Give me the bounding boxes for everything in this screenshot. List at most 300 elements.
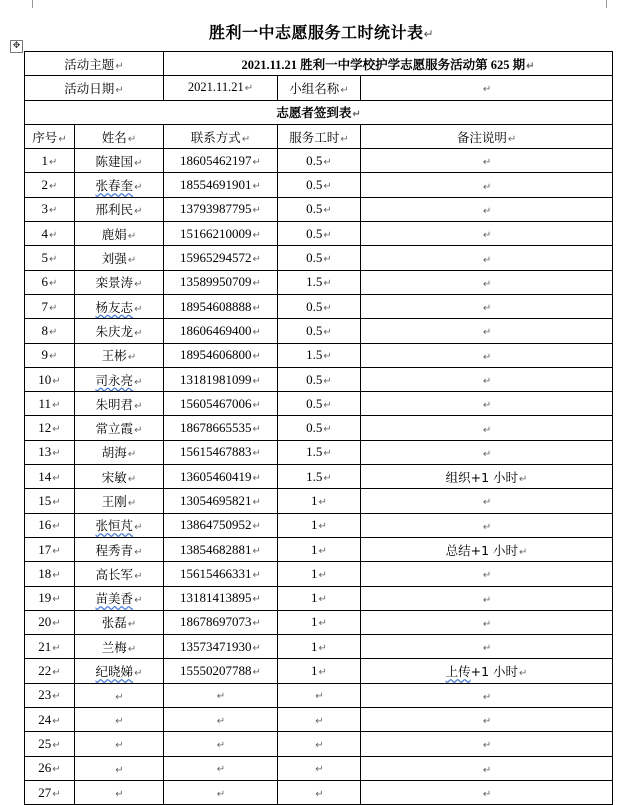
- title-text: 胜利一中志愿服务工时统计表: [208, 23, 424, 42]
- volunteer-name-text: 王彬: [101, 348, 127, 364]
- volunteer-name-text: 司永亮: [95, 372, 134, 388]
- note-cell[interactable]: [361, 416, 613, 440]
- row-number[interactable]: [25, 416, 75, 440]
- volunteer-table: [24, 51, 613, 805]
- phone-number-text: 13573471930: [180, 638, 252, 654]
- volunteer-name[interactable]: [75, 780, 164, 804]
- note-cell[interactable]: [361, 319, 613, 343]
- note-cell-text: 总结+1 小时: [445, 542, 519, 558]
- paragraph-mark-icon: ↵: [134, 279, 143, 291]
- volunteer-name[interactable]: [75, 343, 164, 367]
- note-cell[interactable]: [361, 367, 613, 391]
- note-cell[interactable]: [361, 562, 613, 586]
- service-hours[interactable]: [278, 780, 361, 804]
- service-hours[interactable]: [278, 222, 361, 246]
- phone-number-text: 13181981099: [180, 371, 252, 387]
- row-number-text: 25: [38, 735, 52, 751]
- phone-number[interactable]: [164, 756, 278, 780]
- phone-number-text: 13854682881: [180, 541, 252, 557]
- paragraph-mark-icon: ↵: [52, 472, 61, 484]
- paragraph-mark-icon: ↵: [52, 788, 61, 800]
- phone-number[interactable]: [164, 586, 278, 610]
- paragraph-mark-icon: ↵: [323, 472, 332, 484]
- volunteer-name[interactable]: [75, 732, 164, 756]
- service-hours-text: 0.5: [306, 152, 323, 168]
- paragraph-mark-icon: ↵: [482, 716, 492, 728]
- note-cell[interactable]: [361, 246, 613, 270]
- paragraph-mark-icon: ↵: [482, 448, 492, 460]
- row-number[interactable]: [25, 756, 75, 780]
- service-hours-text: 0.5: [306, 395, 323, 411]
- note-cell[interactable]: [361, 294, 613, 318]
- table-row: [25, 586, 613, 610]
- volunteer-name[interactable]: [75, 367, 164, 391]
- phone-number[interactable]: [164, 173, 278, 197]
- row-number-text: 1: [41, 152, 49, 168]
- paragraph-mark-icon: ↵: [134, 668, 143, 680]
- paragraph-mark-icon: ↵: [252, 278, 261, 290]
- service-hours[interactable]: [278, 416, 361, 440]
- phone-number[interactable]: [164, 367, 278, 391]
- table-move-handle-icon[interactable]: ✥: [10, 40, 23, 53]
- phone-number[interactable]: [164, 319, 278, 343]
- paragraph-mark-icon: ↵: [127, 473, 137, 485]
- paragraph-mark-icon: ↵: [482, 789, 492, 801]
- row-number[interactable]: [25, 635, 75, 659]
- service-hours[interactable]: [278, 489, 361, 513]
- service-hours[interactable]: [278, 586, 361, 610]
- date-value[interactable]: 2021.11.21↵: [164, 76, 278, 100]
- row-number-text: 11: [38, 395, 52, 411]
- phone-number-text: 13605460419: [180, 468, 252, 484]
- service-hours-text: 1: [311, 638, 318, 654]
- page-corner-mark-right: [606, 0, 615, 8]
- note-cell[interactable]: [361, 537, 613, 561]
- paragraph-mark-icon: ↵: [252, 229, 261, 241]
- volunteer-name-text: 杨友志: [95, 299, 134, 315]
- service-hours[interactable]: [278, 270, 361, 294]
- paragraph-mark-icon: ↵: [482, 205, 492, 217]
- phone-number[interactable]: [164, 440, 278, 464]
- phone-number-text: 13864750952: [180, 517, 252, 533]
- note-cell[interactable]: [361, 732, 613, 756]
- paragraph-mark-icon: ↵: [52, 545, 61, 557]
- paragraph-mark-icon: ↵: [49, 326, 58, 338]
- volunteer-name[interactable]: [75, 586, 164, 610]
- row-number[interactable]: [25, 562, 75, 586]
- note-cell[interactable]: [361, 513, 613, 537]
- column-header-row: [25, 124, 613, 148]
- phone-number[interactable]: [164, 149, 278, 173]
- row-number[interactable]: [25, 537, 75, 561]
- service-hours[interactable]: [278, 392, 361, 416]
- row-number[interactable]: [25, 319, 75, 343]
- paragraph-mark-icon: ↵: [127, 643, 137, 655]
- row-number[interactable]: [25, 732, 75, 756]
- paragraph-mark-icon: ↵: [323, 229, 332, 241]
- volunteer-name[interactable]: [75, 756, 164, 780]
- volunteer-name[interactable]: [75, 319, 164, 343]
- volunteer-name[interactable]: [75, 513, 164, 537]
- phone-number[interactable]: [164, 513, 278, 537]
- volunteer-name-text: 宋敏: [101, 469, 127, 485]
- row-number[interactable]: [25, 173, 75, 197]
- row-number[interactable]: [25, 513, 75, 537]
- phone-number[interactable]: [164, 610, 278, 634]
- row-number[interactable]: [25, 440, 75, 464]
- service-hours[interactable]: [278, 562, 361, 586]
- note-cell[interactable]: [361, 392, 613, 416]
- row-number[interactable]: [25, 465, 75, 489]
- volunteer-name[interactable]: [75, 708, 164, 732]
- col-header-no: 序号↵: [25, 124, 75, 148]
- volunteer-name[interactable]: [75, 294, 164, 318]
- paragraph-mark-icon: ↵: [482, 254, 492, 266]
- table-row: [25, 756, 613, 780]
- service-hours[interactable]: [278, 149, 361, 173]
- paragraph-mark-icon: ↵: [323, 205, 332, 217]
- row-number-text: 5: [41, 250, 49, 266]
- volunteer-name[interactable]: [75, 683, 164, 707]
- paragraph-mark-icon: ↵: [134, 327, 143, 339]
- row-number-text: 7: [41, 298, 49, 314]
- volunteer-name[interactable]: [75, 537, 164, 561]
- paragraph-mark-icon: ↵: [252, 448, 261, 460]
- service-hours-text: 0.5: [306, 371, 323, 387]
- row-number-text: 12: [38, 420, 52, 436]
- row-number[interactable]: [25, 197, 75, 221]
- theme-value[interactable]: 2021.11.21 胜利一中学校护学志愿服务活动第 625 期↵: [164, 52, 613, 76]
- paragraph-mark-icon: ↵: [482, 424, 492, 436]
- table-row: [25, 343, 613, 367]
- table-row: [25, 392, 613, 416]
- service-hours[interactable]: [278, 343, 361, 367]
- phone-number[interactable]: [164, 780, 278, 804]
- note-cell[interactable]: [361, 489, 613, 513]
- row-number-text: 13: [38, 444, 52, 460]
- phone-number-text: 18678665535: [180, 420, 252, 436]
- volunteer-name[interactable]: [75, 416, 164, 440]
- row-number[interactable]: [25, 149, 75, 173]
- note-cell[interactable]: [361, 586, 613, 610]
- volunteer-name[interactable]: [75, 173, 164, 197]
- phone-number[interactable]: [164, 246, 278, 270]
- volunteer-name[interactable]: [75, 610, 164, 634]
- service-hours-text: 0.5: [306, 250, 323, 266]
- volunteer-name[interactable]: [75, 489, 164, 513]
- volunteer-name-text: 邢利民: [95, 202, 134, 218]
- paragraph-mark-icon: ↵: [252, 496, 261, 508]
- service-hours[interactable]: [278, 173, 361, 197]
- paragraph-mark-icon: ↵: [134, 570, 143, 582]
- volunteer-name[interactable]: [75, 149, 164, 173]
- section-title: 志愿者签到表↵: [25, 100, 613, 124]
- service-hours[interactable]: [278, 683, 361, 707]
- service-hours-text: 0.5: [306, 420, 323, 436]
- paragraph-mark-icon: ↵: [52, 569, 61, 581]
- paragraph-mark-icon: ↵: [482, 157, 492, 169]
- row-number-text: 16: [38, 517, 52, 533]
- row-number[interactable]: [25, 780, 75, 804]
- paragraph-mark-icon: ↵: [519, 473, 528, 485]
- paragraph-mark-icon: ↵: [252, 399, 261, 411]
- section-row: [25, 100, 613, 124]
- paragraph-mark-icon: ↵: [252, 618, 261, 630]
- volunteer-name[interactable]: [75, 392, 164, 416]
- volunteer-name[interactable]: [75, 635, 164, 659]
- service-hours[interactable]: [278, 537, 361, 561]
- table-row: [25, 465, 613, 489]
- paragraph-mark-icon: ↵: [482, 278, 492, 290]
- note-cell[interactable]: [361, 440, 613, 464]
- table-row: [25, 780, 613, 804]
- phone-number[interactable]: [164, 465, 278, 489]
- phone-number-text: 15166210009: [180, 225, 252, 241]
- col-header-phone: 联系方式↵: [164, 124, 278, 148]
- table-row: [25, 294, 613, 318]
- paragraph-mark-icon: ↵: [482, 764, 492, 776]
- row-number[interactable]: [25, 270, 75, 294]
- service-hours[interactable]: [278, 197, 361, 221]
- paragraph-mark-icon: ↵: [323, 302, 332, 314]
- service-hours[interactable]: [278, 708, 361, 732]
- service-hours[interactable]: [278, 319, 361, 343]
- phone-number-text: 15615467883: [180, 444, 252, 460]
- note-cell[interactable]: [361, 708, 613, 732]
- paragraph-mark-icon: ↵: [127, 352, 137, 364]
- volunteer-name[interactable]: [75, 440, 164, 464]
- paragraph-mark-icon: ↵: [482, 376, 492, 387]
- note-cell[interactable]: [361, 343, 613, 367]
- volunteer-name-text: 王刚: [101, 493, 127, 509]
- row-number-text: 20: [38, 614, 52, 630]
- paragraph-mark-icon: ↵: [134, 400, 143, 412]
- row-number[interactable]: [25, 489, 75, 513]
- volunteer-name[interactable]: [75, 465, 164, 489]
- volunteer-name[interactable]: [75, 197, 164, 221]
- phone-number[interactable]: [164, 708, 278, 732]
- service-hours[interactable]: [278, 440, 361, 464]
- service-hours-text: 1: [311, 517, 318, 533]
- paragraph-mark-icon: ↵: [252, 667, 261, 679]
- row-number[interactable]: [25, 610, 75, 634]
- paragraph-mark-icon: ↵: [482, 303, 492, 315]
- paragraph-mark-icon: ↵: [252, 326, 261, 338]
- paragraph-mark-icon: ↵: [315, 691, 324, 703]
- service-hours-text: 1: [311, 492, 318, 508]
- row-number-text: 10: [38, 371, 52, 387]
- paragraph-mark-icon: ↵: [252, 472, 261, 484]
- phone-number[interactable]: [164, 416, 278, 440]
- paragraph-mark-icon: ↵: [318, 594, 327, 606]
- phone-number-text: 18954606800: [180, 347, 252, 363]
- phone-number[interactable]: [164, 222, 278, 246]
- paragraph-mark-icon: ↵: [52, 715, 61, 727]
- paragraph-mark-icon: ↵: [482, 643, 492, 655]
- volunteer-name[interactable]: [75, 246, 164, 270]
- phone-number[interactable]: [164, 683, 278, 707]
- paragraph-mark-icon: ↵: [482, 521, 492, 533]
- service-hours-text: 0.5: [306, 322, 323, 338]
- note-cell[interactable]: [361, 270, 613, 294]
- paragraph-mark-icon: ↵: [318, 496, 327, 508]
- volunteer-name[interactable]: [75, 659, 164, 683]
- service-hours[interactable]: [278, 246, 361, 270]
- note-cell-text: 组织+1 小时: [445, 469, 519, 485]
- paragraph-mark-icon: ↵: [216, 715, 226, 727]
- phone-number[interactable]: [164, 732, 278, 756]
- paragraph-mark-icon: ↵: [323, 448, 332, 460]
- row-number[interactable]: [25, 708, 75, 732]
- row-number-text: 22: [38, 663, 52, 679]
- table-row: [25, 537, 613, 561]
- paragraph-mark-icon: ↵: [134, 157, 143, 169]
- table-row: [25, 222, 613, 246]
- phone-number[interactable]: [164, 659, 278, 683]
- phone-number[interactable]: [164, 635, 278, 659]
- paragraph-mark-icon: ↵: [482, 691, 492, 703]
- paragraph-mark-icon: ↵: [52, 375, 61, 387]
- paragraph-mark-icon: ↵: [323, 351, 332, 363]
- table-row: [25, 732, 613, 756]
- note-cell[interactable]: [361, 222, 613, 246]
- table-row: [25, 173, 613, 197]
- volunteer-name-text: 高长军: [95, 566, 134, 582]
- paragraph-mark-icon: ↵: [115, 789, 124, 801]
- service-hours[interactable]: [278, 732, 361, 756]
- note-cell-text: 上传+1 小时: [445, 664, 519, 680]
- paragraph-mark-icon: ↵: [323, 278, 332, 290]
- paragraph-mark-icon: ↵: [519, 668, 528, 680]
- phone-number[interactable]: [164, 537, 278, 561]
- paragraph-mark-icon: ↵: [318, 569, 327, 581]
- table-row: [25, 149, 613, 173]
- note-cell[interactable]: [361, 683, 613, 707]
- paragraph-mark-icon: ↵: [134, 206, 143, 218]
- service-hours-text: 1: [311, 590, 318, 606]
- paragraph-mark-icon: ↵: [127, 497, 137, 509]
- service-hours[interactable]: [278, 367, 361, 391]
- theme-label: 活动主题↵: [25, 52, 164, 76]
- phone-number-text: 15965294572: [180, 250, 252, 266]
- volunteer-name-text: 鹿娟: [101, 226, 127, 242]
- row-number[interactable]: [25, 294, 75, 318]
- paragraph-mark-icon: ↵: [49, 351, 58, 363]
- phone-number-text: 18606469400: [180, 322, 252, 338]
- volunteer-name-text: 朱明君: [95, 396, 134, 412]
- note-cell[interactable]: [361, 756, 613, 780]
- paragraph-mark-icon: ↵: [216, 691, 226, 703]
- service-hours[interactable]: [278, 635, 361, 659]
- phone-number[interactable]: [164, 489, 278, 513]
- paragraph-mark-icon: ↵: [318, 618, 327, 630]
- phone-number-text: 18678697073: [180, 614, 252, 630]
- row-number[interactable]: [25, 343, 75, 367]
- service-hours-text: 0.5: [306, 177, 323, 193]
- phone-number[interactable]: [164, 197, 278, 221]
- service-hours-text: 0.5: [306, 298, 323, 314]
- service-hours-text: 0.5: [306, 201, 323, 217]
- phone-number-text: 15615466331: [180, 565, 252, 581]
- service-hours[interactable]: [278, 756, 361, 780]
- service-hours[interactable]: [278, 610, 361, 634]
- row-number-text: 15: [38, 492, 52, 508]
- paragraph-mark-icon: ↵: [115, 691, 124, 703]
- paragraph-mark-icon: ↵: [252, 205, 261, 217]
- paragraph-mark-icon: ↵: [134, 522, 143, 534]
- row-number[interactable]: [25, 246, 75, 270]
- row-number[interactable]: [25, 586, 75, 610]
- volunteer-name[interactable]: [75, 270, 164, 294]
- note-cell[interactable]: [361, 173, 613, 197]
- row-number[interactable]: [25, 222, 75, 246]
- paragraph-mark-icon: ↵: [482, 570, 492, 582]
- table-row: [25, 513, 613, 537]
- row-number[interactable]: [25, 392, 75, 416]
- group-value[interactable]: ↵: [361, 76, 613, 100]
- volunteer-name[interactable]: [75, 222, 164, 246]
- paragraph-mark-icon: ↵: [252, 521, 261, 533]
- phone-number[interactable]: [164, 294, 278, 318]
- paragraph-mark-icon: ↵: [52, 642, 61, 654]
- row-number[interactable]: [25, 367, 75, 391]
- paragraph-mark-icon: ↵: [127, 230, 137, 242]
- paragraph-mark-icon: ↵: [252, 156, 261, 168]
- phone-number[interactable]: [164, 270, 278, 294]
- volunteer-name-text: 张春奎: [95, 178, 134, 194]
- phone-number[interactable]: [164, 562, 278, 586]
- volunteer-name[interactable]: [75, 562, 164, 586]
- row-number-text: 26: [38, 760, 52, 776]
- row-number[interactable]: [25, 659, 75, 683]
- paragraph-mark-icon: ↵: [52, 424, 61, 436]
- paragraph-mark-icon: ↵: [49, 254, 58, 266]
- paragraph-mark-icon: ↵: [323, 399, 332, 411]
- note-cell[interactable]: [361, 149, 613, 173]
- phone-number-text: 18554691901: [180, 177, 252, 193]
- paragraph-mark-icon: ↵: [482, 618, 492, 630]
- paragraph-mark-icon: ↵: [52, 764, 61, 776]
- row-number[interactable]: [25, 683, 75, 707]
- note-cell[interactable]: [361, 659, 613, 683]
- note-cell[interactable]: [361, 465, 613, 489]
- note-cell[interactable]: [361, 197, 613, 221]
- phone-number[interactable]: [164, 343, 278, 367]
- paragraph-mark-icon: ↵: [52, 618, 61, 630]
- note-cell[interactable]: [361, 610, 613, 634]
- table-row: [25, 319, 613, 343]
- paragraph-mark-icon: ↵: [252, 181, 261, 193]
- paragraph-mark-icon: ↵: [252, 424, 261, 436]
- volunteer-name-text: 张恒芃: [95, 518, 134, 534]
- phone-number[interactable]: [164, 392, 278, 416]
- service-hours[interactable]: [278, 465, 361, 489]
- date-row: [25, 76, 613, 100]
- paragraph-mark-icon: ↵: [482, 400, 492, 412]
- phone-number-text: 18605462197: [180, 152, 252, 168]
- paragraph-mark-icon: ↵: [52, 496, 61, 508]
- note-cell[interactable]: [361, 780, 613, 804]
- page-corner-mark-left: [24, 0, 33, 8]
- paragraph-mark-icon: ↵: [323, 254, 332, 266]
- paragraph-mark-icon: ↵: [52, 521, 61, 533]
- service-hours[interactable]: [278, 294, 361, 318]
- service-hours[interactable]: [278, 659, 361, 683]
- service-hours[interactable]: [278, 513, 361, 537]
- paragraph-mark-icon: ↵: [49, 181, 58, 193]
- volunteer-name-text: 张磊: [101, 615, 127, 631]
- note-cell[interactable]: [361, 635, 613, 659]
